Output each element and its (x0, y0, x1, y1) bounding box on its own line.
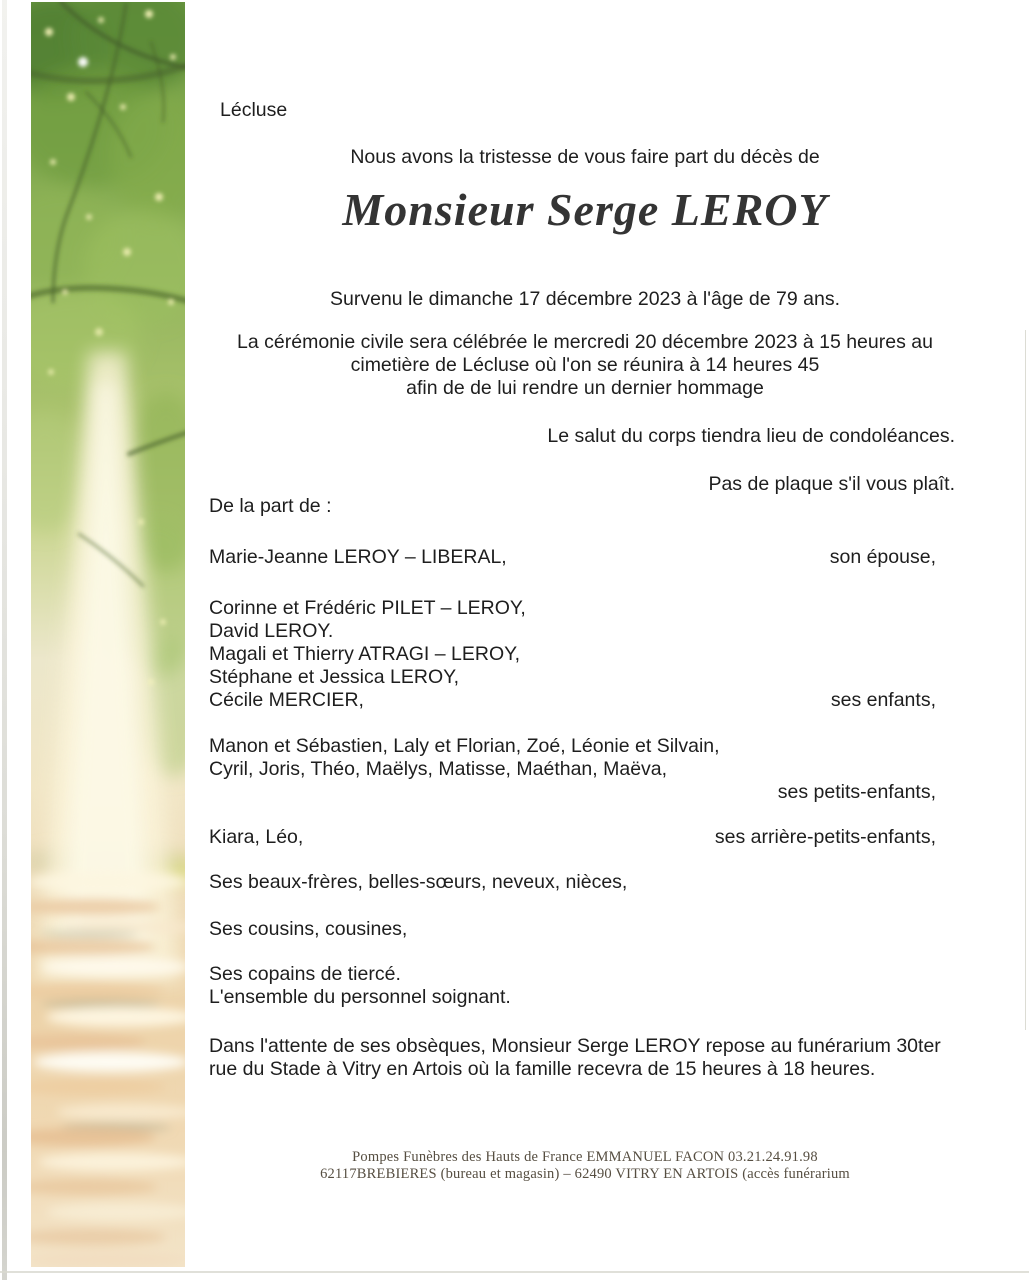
care-staff-line: L'ensemble du personnel soignant. (209, 986, 511, 1008)
death-date-line: Survenu le dimanche 17 décembre 2023 à l'âge de 79 ans. (330, 288, 840, 310)
cousins-line: Ses cousins, cousines, (209, 918, 408, 940)
no-plaque-line: Pas de plaque s'il vous plaît. (708, 473, 955, 495)
friends-line: Ses copains de tiercé. (209, 963, 401, 985)
forest-path-photo (31, 2, 185, 1267)
child-name: Stéphane et Jessica LEROY, (209, 666, 460, 688)
town-name: Lécluse (220, 99, 288, 121)
spouse-row (209, 546, 936, 569)
children-relation: ses enfants, (830, 689, 936, 711)
scan-edge-right (1025, 330, 1026, 1030)
repose-paragraph (209, 1035, 941, 1081)
intro-line: Nous avons la tristesse de vous faire part du décès de (350, 146, 820, 168)
ceremony-line: afin de de lui rendre un dernier hommage (406, 377, 764, 399)
ceremony-details (190, 331, 980, 400)
children-relation-row (209, 689, 936, 712)
friends-group (209, 963, 936, 1009)
scan-edge-left (2, 0, 7, 1280)
grandchildren-relation: ses petits-enfants, (777, 781, 936, 803)
ceremony-line: La cérémonie civile sera célébrée le mercredi 20 décembre 2023 à 15 heures au (237, 331, 933, 353)
grandchild-names: Manon et Sébastien, Laly et Florian, Zoé, Léonie et Silvain, (209, 735, 720, 757)
scan-edge-bottom (0, 1271, 1029, 1273)
grandchildren-group (209, 735, 936, 804)
children-group (209, 597, 936, 712)
grandchild-names: Cyril, Joris, Théo, Maëlys, Matisse, Maéthan, Maëva, (209, 758, 668, 780)
ceremony-line: cimetière de Lécluse où l'on se réunira à 14 heures 45 (350, 354, 820, 376)
great-grandchildren-row (209, 826, 936, 849)
funeral-home-footer (190, 1149, 980, 1183)
funeral-home-line: Pompes Funèbres des Hauts de France EMMANUEL FACON 03.21.24.91.98 (352, 1149, 818, 1165)
funeral-home-line: 62117BREBIERES (bureau et magasin) – 62490 VITRY EN ARTOIS (accès funérarium (320, 1166, 850, 1182)
child-name: Cécile MERCIER, (209, 689, 364, 711)
repose-line: Dans l'attente de ses obsèques, Monsieur Serge LEROY repose au funérarium 30ter (209, 1035, 941, 1057)
child-name: Magali et Thierry ATRAGI – LEROY, (209, 643, 521, 665)
inlaws-line: Ses beaux-frères, belles-sœurs, neveux, nièces, (209, 871, 628, 893)
condolences-line: Le salut du corps tiendra lieu de condoléances. (547, 425, 955, 447)
from-label: De la part de : (209, 495, 332, 517)
child-name: Corinne et Frédéric PILET – LEROY, (209, 597, 526, 619)
family-list (209, 546, 941, 1081)
repose-line: rue du Stade à Vitry en Artois où la famille recevra de 15 heures à 18 heures. (209, 1058, 876, 1080)
deceased-name-title: Monsieur Serge LEROY (342, 184, 828, 235)
child-name: David LEROY. (209, 620, 334, 642)
spouse-relation: son épouse, (829, 546, 936, 568)
great-grandchildren-relation: ses arrière-petits-enfants, (714, 826, 936, 848)
spouse-name: Marie-Jeanne LEROY – LIBERAL, (209, 546, 507, 568)
great-grandchild-names: Kiara, Léo, (209, 826, 304, 848)
